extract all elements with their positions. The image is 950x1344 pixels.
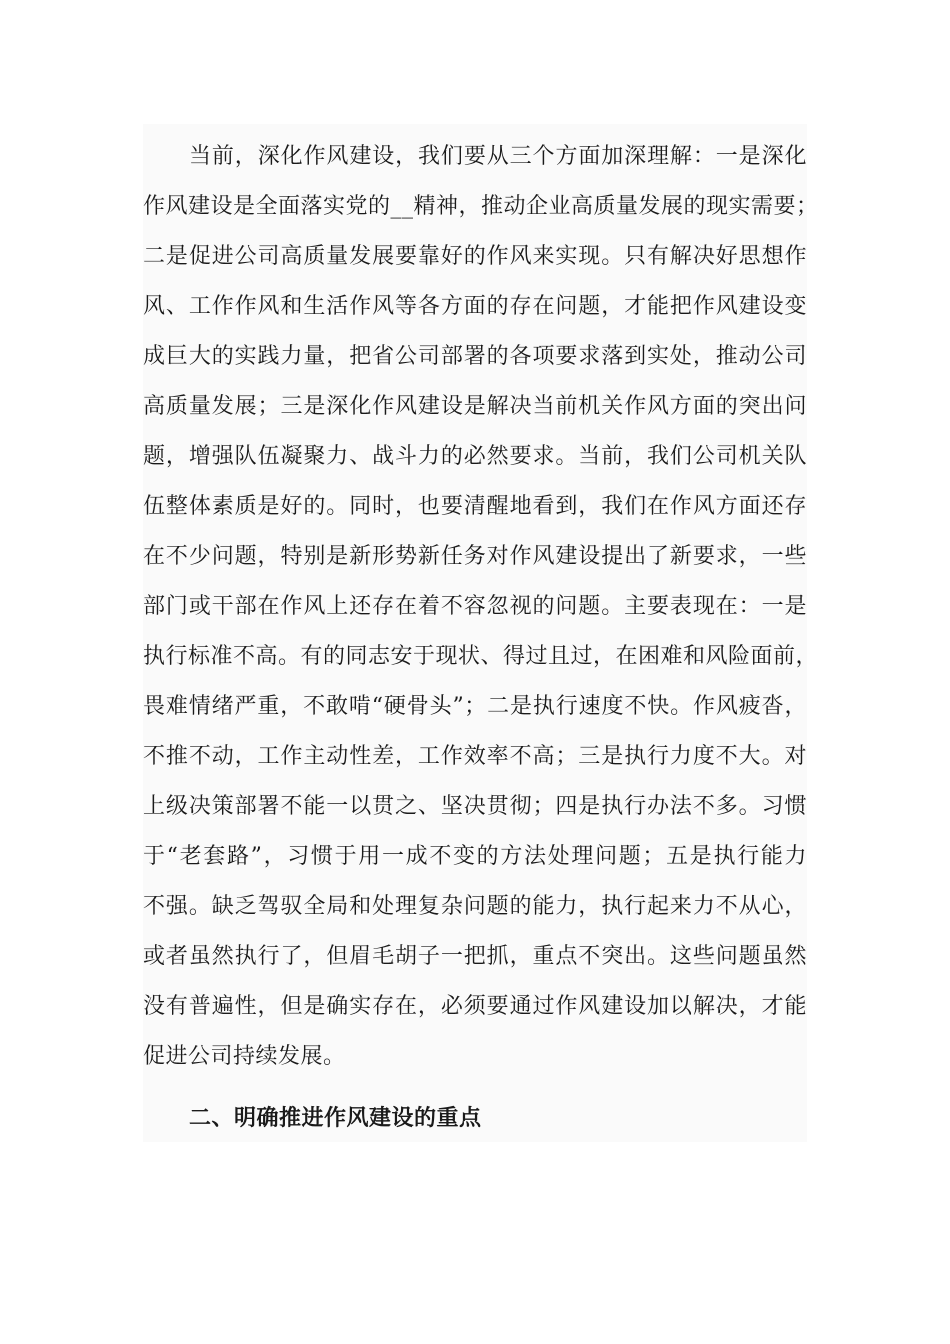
paragraph-line: 作风建设是全面落实党的__精神，推动企业高质量发展的现实需要； bbox=[143, 194, 819, 219]
document-text-block bbox=[143, 124, 819, 1142]
section-heading: 二、明确推进作风建设的重点 bbox=[189, 1106, 482, 1131]
paragraph-line: 成巨大的实践力量，把省公司部署的各项要求落到实处，推动公司 bbox=[143, 344, 807, 369]
paragraph-line: 题，增强队伍凝聚力、战斗力的必然要求。当前，我们公司机关队 bbox=[143, 444, 807, 469]
paragraph-line: 伍整体素质是好的。同时，也要清醒地看到，我们在作风方面还存 bbox=[143, 494, 807, 519]
paragraph-line: 二是促进公司高质量发展要靠好的作风来实现。只有解决好思想作 bbox=[143, 244, 807, 269]
paragraph-line: 当前，深化作风建设，我们要从三个方面加深理解：一是深化 bbox=[189, 144, 807, 169]
paragraph-line: 执行标准不高。有的同志安于现状、得过且过，在困难和风险面前， bbox=[143, 644, 819, 669]
paragraph-line: 部门或干部在作风上还存在着不容忽视的问题。主要表现在：一是 bbox=[143, 594, 807, 619]
paragraph-line: 于“老套路”，习惯于用一成不变的方法处理问题；五是执行能力 bbox=[143, 844, 807, 869]
paragraph-line: 高质量发展；三是深化作风建设是解决当前机关作风方面的突出问 bbox=[143, 394, 807, 419]
paragraph-line: 不强。缺乏驾驭全局和处理复杂问题的能力，执行起来力不从心， bbox=[143, 894, 807, 919]
paragraph-line: 在不少问题，特别是新形势新任务对作风建设提出了新要求，一些 bbox=[143, 544, 807, 569]
paragraph-line: 上级决策部署不能一以贯之、坚决贯彻；四是执行办法不多。习惯 bbox=[143, 794, 807, 819]
paragraph-line: 不推不动，工作主动性差，工作效率不高；三是执行力度不大。对 bbox=[143, 744, 807, 769]
paragraph-line: 没有普遍性，但是确实存在，必须要通过作风建设加以解决，才能 bbox=[143, 994, 807, 1019]
paragraph-line: 风、工作作风和生活作风等各方面的存在问题，才能把作风建设变 bbox=[143, 294, 807, 319]
paragraph-line: 或者虽然执行了，但眉毛胡子一把抓，重点不突出。这些问题虽然 bbox=[143, 944, 807, 969]
body-paragraph bbox=[143, 132, 819, 1082]
paragraph-line: 畏难情绪严重，不敢啃“硬骨头”；二是执行速度不快。作风疲沓， bbox=[143, 694, 807, 719]
paragraph-line: 促进公司持续发展。 bbox=[143, 1044, 346, 1069]
